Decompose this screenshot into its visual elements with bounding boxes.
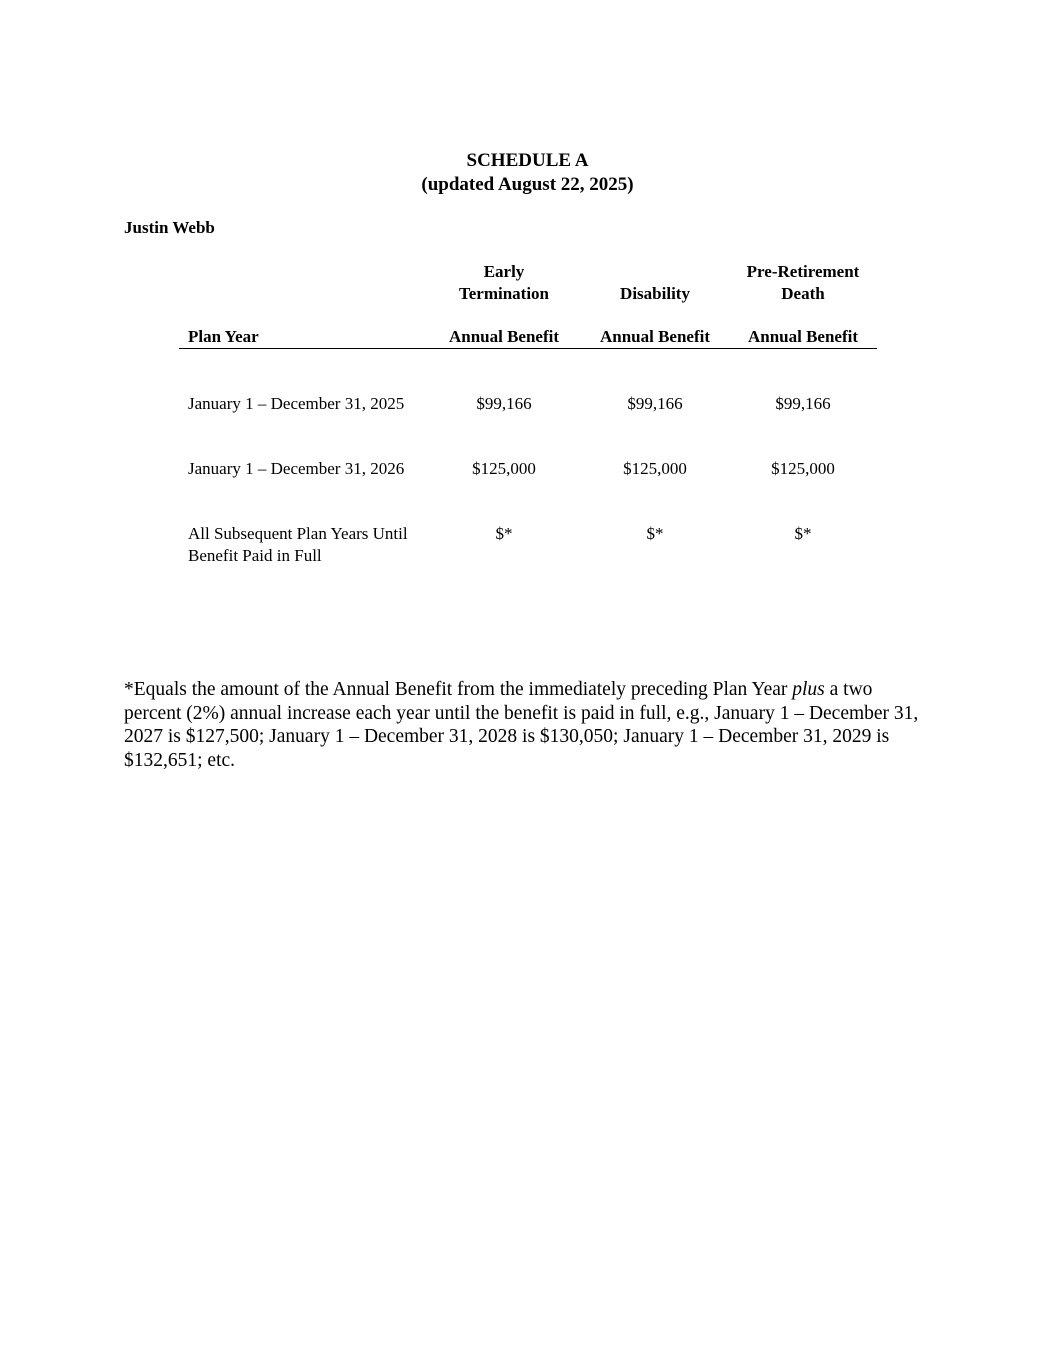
table-cell-early-termination: $125,000 <box>472 459 536 478</box>
disability-header: Disability <box>620 284 690 303</box>
table-cell-disability: $* <box>646 524 664 543</box>
table-cell-pre-retirement-death: $125,000 <box>771 459 835 478</box>
plan-year-header: Plan Year <box>188 327 259 346</box>
table-cell-pre-retirement-death: $* <box>794 524 812 543</box>
pre-retirement-death-header-line1: Pre-Retirement <box>746 262 860 281</box>
table-cell-early-termination: $* <box>495 524 513 543</box>
pre-retirement-death-annual-benefit-header: Annual Benefit <box>747 327 859 346</box>
early-termination-header-line1: Early <box>483 262 525 281</box>
benefit-footnote <box>124 678 934 773</box>
schedule-title: SCHEDULE A <box>466 150 589 171</box>
early-termination-annual-benefit-header: Annual Benefit <box>448 327 560 346</box>
table-cell-disability: $99,166 <box>627 394 683 413</box>
schedule-updated-date: (updated August 22, 2025) <box>421 174 634 195</box>
disability-annual-benefit-header: Annual Benefit <box>599 327 711 346</box>
table-row-plan-year: January 1 – December 31, 2026 <box>188 459 405 478</box>
footnote-text-part1: *Equals the amount of the Annual Benefit from the immediately preceding Plan Year <box>124 679 793 700</box>
footnote-emphasis: plus <box>792 679 825 700</box>
pre-retirement-death-header-line2: Death <box>781 284 825 303</box>
header-underline <box>179 348 877 349</box>
early-termination-header-line2: Termination <box>458 284 550 303</box>
table-cell-disability: $125,000 <box>623 459 687 478</box>
table-cell-early-termination: $99,166 <box>476 394 532 413</box>
table-row-plan-year: January 1 – December 31, 2025 <box>188 394 405 413</box>
footnote-text-part2: a two percent (2%) annual increase each year until the benefit is paid in full, e.g., January 1 – December 31, 2027 is $127,500; January 1 – December 31, 2028 is $130,050; January 1 – December 31, 2029 is $132,651; etc. <box>124 679 919 772</box>
table-row-plan-year: All Subsequent Plan Years Until Benefit Paid in Full <box>188 524 408 565</box>
table-cell-pre-retirement-death: $99,166 <box>775 394 831 413</box>
participant-name: Justin Webb <box>124 218 215 237</box>
